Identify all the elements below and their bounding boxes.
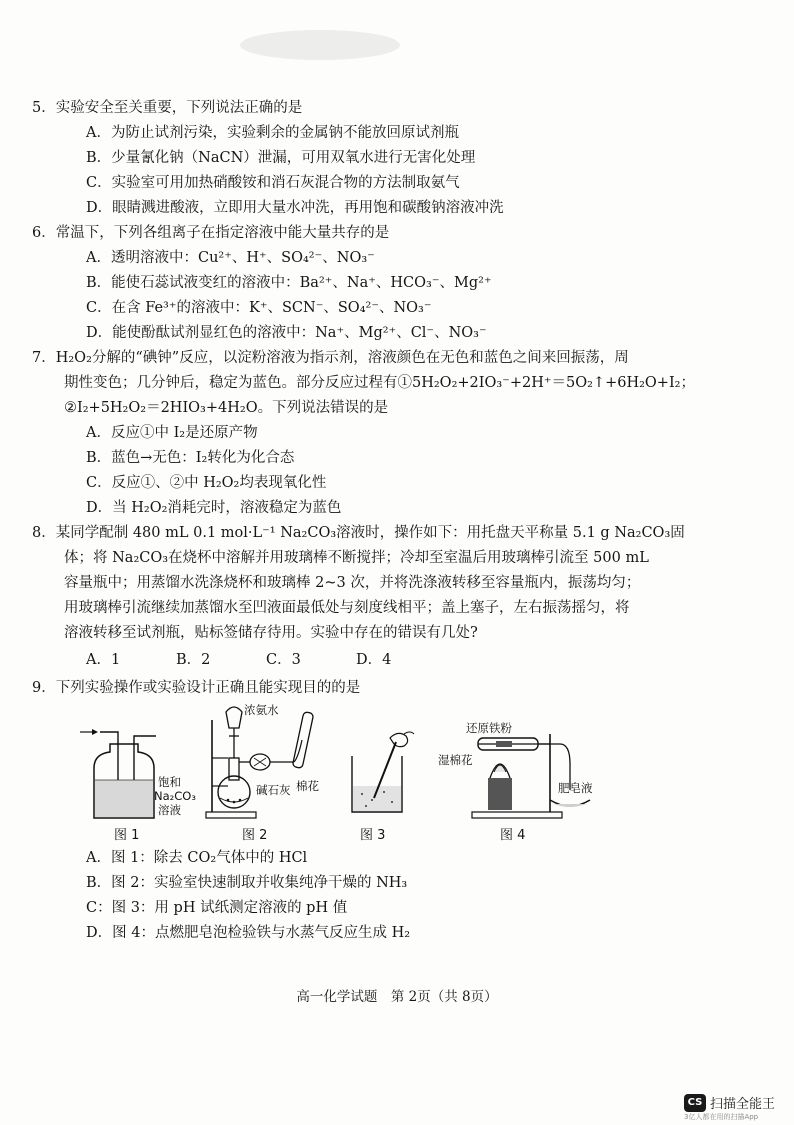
q9-option-d: D．图 4：点燃肥皂泡检验铁与水蒸气反应生成 H₂	[86, 925, 411, 941]
q8-option-c: C．3	[266, 652, 301, 668]
q7-stem-line3: ②I₂+5H₂O₂＝2HIO₃+4H₂O。下列说法错误的是	[64, 400, 389, 416]
scanner-watermark	[684, 1093, 775, 1112]
q6-stem: 6．常温下，下列各组离子在指定溶液中能大量共存的是	[32, 225, 390, 241]
q7-option-a: A．反应①中 I₂是还原产物	[86, 425, 258, 441]
figure-1-gas-washing-bottle	[78, 722, 196, 822]
q8-stem-line3: 容量瓶中；用蒸馏水洗涤烧杯和玻璃棒 2~3 次，并将洗涤液转移至容量瓶内，振荡均匀；	[64, 575, 641, 591]
fig2-label-soda-lime: 碱石灰	[256, 783, 291, 797]
q9-option-c: C：图 3：用 pH 试纸测定溶液的 pH 值	[86, 900, 348, 916]
fig4-label-wet-cotton: 湿棉花	[438, 753, 473, 767]
figure-3-caption: 图 3	[360, 828, 386, 843]
q6-option-b: B．能使石蕊试液变红的溶液中：Ba²⁺、Na⁺、HCO₃⁻、Mg²⁺	[86, 275, 492, 291]
fig4-label-soap-solution: 肥皂液	[558, 781, 593, 795]
q8-option-d: D．4	[356, 652, 392, 668]
q9-option-b: B．图 2：实验室快速制取并收集纯净干燥的 NH₃	[86, 875, 408, 891]
q5-option-c: C．实验室可用加热硝酸铵和消石灰混合物的方法制取氨气	[86, 175, 460, 191]
q7-stem-line2: 期性变色；几分钟后，稳定为蓝色。部分反应过程有①5H₂O₂+2IO₃⁻+2H⁺＝5O₂↑+6H₂O+I₂；	[64, 375, 695, 391]
q8-option-b: B．2	[176, 652, 211, 668]
figure-2-caption: 图 2	[242, 828, 268, 843]
q7-stem-line1: 7．H₂O₂分解的“碘钟”反应，以淀粉溶液为指示剂，溶液颜色在无色和蓝色之间来回振荡，周	[32, 350, 629, 366]
q8-stem-line2: 体；将 Na₂CO₃在烧杯中溶解并用玻璃棒不断搅拌；冷却至室温后用玻璃棒引流至 500 mL	[64, 550, 649, 566]
q6-option-d: D．能使酚酞试剂显红色的溶液中：Na⁺、Mg²⁺、Cl⁻、NO₃⁻	[86, 325, 487, 341]
q5-stem: 5．实验安全至关重要，下列说法正确的是	[32, 100, 303, 116]
camscanner-name: 扫描全能王	[710, 1097, 776, 1112]
q5-option-b: B．少量氰化钠（NaCN）泄漏，可用双氧水进行无害化处理	[86, 150, 476, 166]
page-footer: 高一化学试题 第 2页（共 8页）	[296, 989, 498, 1005]
q8-stem-line1: 8．某同学配制 480 mL 0.1 mol·L⁻¹ Na₂CO₃溶液时，操作如下：用托盘天平称量 5.1 g Na₂CO₃固	[32, 525, 685, 541]
figure-1-caption: 图 1	[114, 828, 140, 843]
q9-stem: 9．下列实验操作或实验设计正确且能实现目的的是	[32, 680, 361, 696]
scan-smudge	[240, 30, 400, 60]
fig1-label-saturated: 饱和	[158, 775, 181, 789]
camscanner-logo-icon: CS	[684, 1094, 706, 1112]
figure-4-iron-steam	[438, 720, 596, 820]
figure-3-ph-test	[344, 728, 416, 818]
fig2-label-cotton: 棉花	[296, 779, 319, 793]
fig1-label-na2co3: Na₂CO₃	[154, 789, 196, 803]
camscanner-tagline: 3亿人都在用的扫描App	[684, 1113, 759, 1121]
q8-option-a: A．1	[86, 652, 121, 668]
q8-stem-line4: 用玻璃棒引流继续加蒸馏水至凹液面最低处与刻度线相平；盖上塞子，左右振荡摇匀，将	[64, 600, 630, 616]
figure-4-caption: 图 4	[500, 828, 526, 843]
q7-option-b: B．蓝色→无色：I₂转化为化合态	[86, 450, 295, 466]
q5-option-a: A．为防止试剂污染，实验剩余的金属钠不能放回原试剂瓶	[86, 125, 459, 141]
q5-option-d: D．眼睛溅进酸液，立即用大量水冲洗，再用饱和碳酸钠溶液冲洗	[86, 200, 504, 216]
fig2-label-conc-ammonia: 浓氨水	[244, 703, 279, 717]
q7-option-c: C．反应①、②中 H₂O₂均表现氧化性	[86, 475, 327, 491]
q6-option-c: C．在含 Fe³⁺的溶液中：K⁺、SCN⁻、SO₄²⁻、NO₃⁻	[86, 300, 432, 316]
fig1-label-solution: 溶液	[158, 803, 181, 817]
figure-2-ammonia-apparatus	[198, 700, 333, 825]
fig4-label-reduced-iron: 还原铁粉	[466, 721, 512, 735]
q9-option-a: A．图 1：除去 CO₂气体中的 HCl	[86, 850, 308, 866]
q6-option-a: A．透明溶液中：Cu²⁺、H⁺、SO₄²⁻、NO₃⁻	[86, 250, 375, 266]
q8-stem-line5: 溶液转移至试剂瓶，贴标签储存待用。实验中存在的错误有几处?	[64, 625, 478, 641]
q7-option-d: D．当 H₂O₂消耗完时，溶液稳定为蓝色	[86, 500, 342, 516]
